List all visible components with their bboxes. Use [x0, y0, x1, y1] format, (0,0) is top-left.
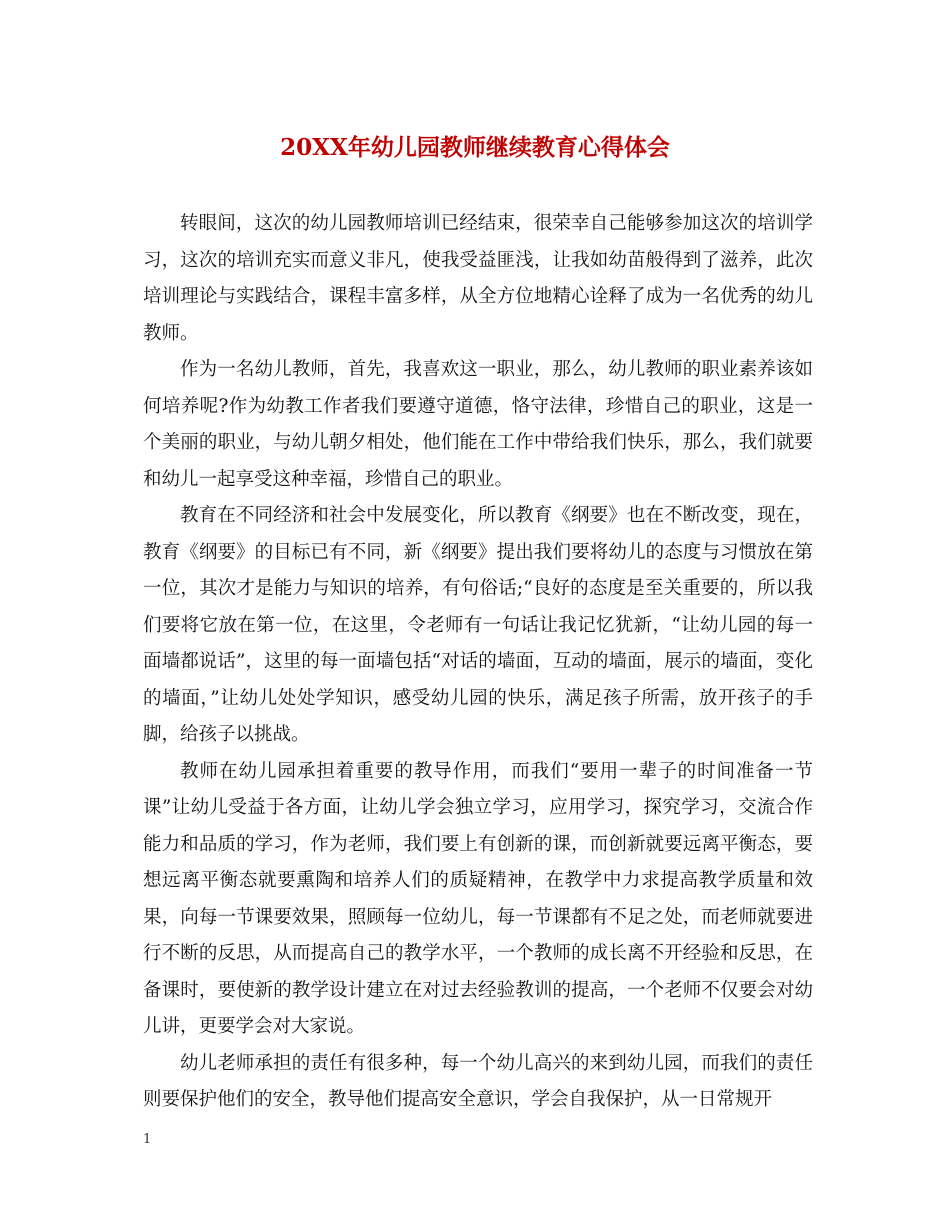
- paragraph: 幼儿老师承担的责任有很多种，每一个幼儿高兴的来到幼儿园，而我们的责任则要保护他们的安全，教导他们提高安全意识，学会自我保护，从一日常规开: [143, 1052, 813, 1110]
- page-number: 1: [143, 1132, 152, 1147]
- paragraph: 教育在不同经济和社会中发展变化，所以教育《纲要》也在不断改变，现在，教育《纲要》的目标已有不同，新《纲要》提出我们要将幼儿的态度与习惯放在第一位，其次才是能力与知识的培养，有句俗话;“良好的态度是至关重要的，所以我们要将它放在第一位，在这里，令老师有一句话让我记忆犹新，“让幼儿园的每一面墙都说话”，这里的每一面墙包括“对话的墙面，互动的墙面，展示的墙面，变化的墙面，”让幼儿处处学知识，感受幼儿园的快乐，满足孩子所需，放开孩子的手脚，给孩子以挑战。: [143, 505, 813, 745]
- paragraph: 转眼间，这次的幼儿园教师培训已经结束，很荣幸自己能够参加这次的培训学习，这次的培训充实而意义非凡，使我受益匪浅，让我如幼苗般得到了滋养，此次培训理论与实践结合，课程丰富多样，从全方位地精心诠释了成为一名优秀的幼儿教师。: [143, 213, 813, 344]
- paragraph: 教师在幼儿园承担着重要的教导作用，而我们“要用一辈子的时间准备一节课”让幼儿受益于各方面，让幼儿学会独立学习，应用学习，探究学习，交流合作能力和品质的学习，作为老师，我们要上有创新的课，而创新就要远离平衡态，要想远离平衡态就要熏陶和培养人们的质疑精神，在教学中力求提高教学质量和效果，向每一节课要效果，照顾每一位幼儿，每一节课都有不足之处，而老师就要进行不断的反思，从而提高自己的教学水平，一个教师的成长离不开经验和反思，在备课时，要使新的教学设计建立在对过去经验教训的提高，一个老师不仅要会对幼儿讲，更要学会对大家说。: [143, 760, 813, 1037]
- document-title: 20XX年幼儿园教师继续教育心得体会: [280, 134, 670, 161]
- document-body: [143, 206, 813, 1119]
- paragraph: 作为一名幼儿教师，首先，我喜欢这一职业，那么，幼儿教师的职业素养该如何培养呢?作为幼教工作者我们要遵守道德，恪守法律，珍惜自己的职业，这是一个美丽的职业，与幼儿朝夕相处，他们能在工作中带给我们快乐，那么，我们就要和幼儿一起享受这种幸福，珍惜自己的职业。: [143, 359, 813, 490]
